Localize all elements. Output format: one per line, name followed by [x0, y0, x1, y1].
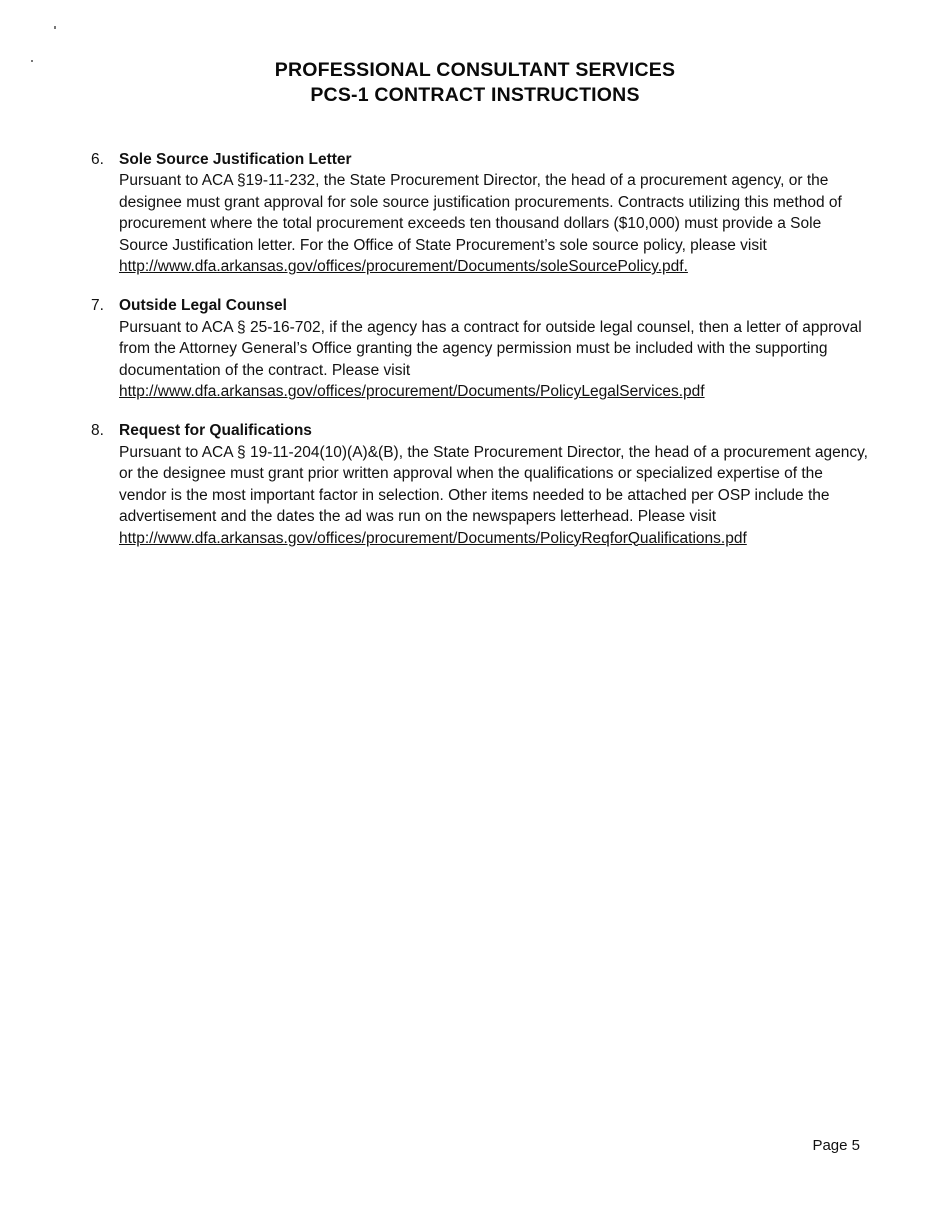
header-title: PROFESSIONAL CONSULTANT SERVICES: [274, 59, 676, 81]
instruction-item-6: [0, 149, 950, 277]
item-body: Pursuant to ACA § 19-11-204(10)(A)&(B), the State Procurement Director, the head of a procurement agency, or the designee must grant prior written approval when the qualifications or specialized expertise of the vendor is the most important factor in selection. Other items needed to be attached per OSP include the advertisement and the dates the ad was run on the newspapers letterhead. Please visit: [119, 443, 868, 526]
header-subtitle: PCS-1 CONTRACT INSTRUCTIONS: [310, 84, 640, 106]
instruction-item-7: [0, 295, 950, 402]
item-content: [119, 420, 869, 548]
instruction-list: [0, 149, 950, 567]
policy-link[interactable]: http://www.dfa.arkansas.gov/offices/procurement/Documents/PolicyLegalServices.pdf: [119, 383, 705, 401]
instruction-item-8: [0, 420, 950, 548]
item-content: [119, 295, 869, 402]
item-body: Pursuant to ACA §19-11-232, the State Procurement Director, the head of a procurement agency, or the designee must grant approval for sole source justification procurements. Contracts utilizing this method of procurement where the total procurement exceeds ten thousand dollars ($10,000) must provide a Sole Source Justification letter. For the Office of State Procurement’s sole source policy, please visit: [119, 172, 842, 254]
item-number: 7.: [91, 297, 104, 315]
item-title: Request for Qualifications: [119, 422, 312, 440]
item-content: [119, 149, 869, 277]
policy-link[interactable]: http://www.dfa.arkansas.gov/offices/procurement/Documents/soleSourcePolicy.pdf.: [119, 258, 688, 276]
document-header: [0, 58, 950, 108]
policy-link[interactable]: http://www.dfa.arkansas.gov/offices/procurement/Documents/PolicyReqforQualifications.pdf: [119, 529, 747, 547]
item-title: Outside Legal Counsel: [119, 297, 287, 315]
item-body: Pursuant to ACA § 25-16-702, if the agency has a contract for outside legal counsel, then a letter of approval from the Attorney General’s Office granting the agency permission must be included with the supporting documentation of the contract. Please visit: [119, 318, 862, 379]
item-number: 6.: [91, 151, 104, 168]
scan-speck: [54, 26, 56, 29]
page-number: Page 5: [812, 1137, 860, 1154]
item-title: Sole Source Justification Letter: [119, 151, 352, 168]
item-number: 8.: [91, 422, 104, 440]
